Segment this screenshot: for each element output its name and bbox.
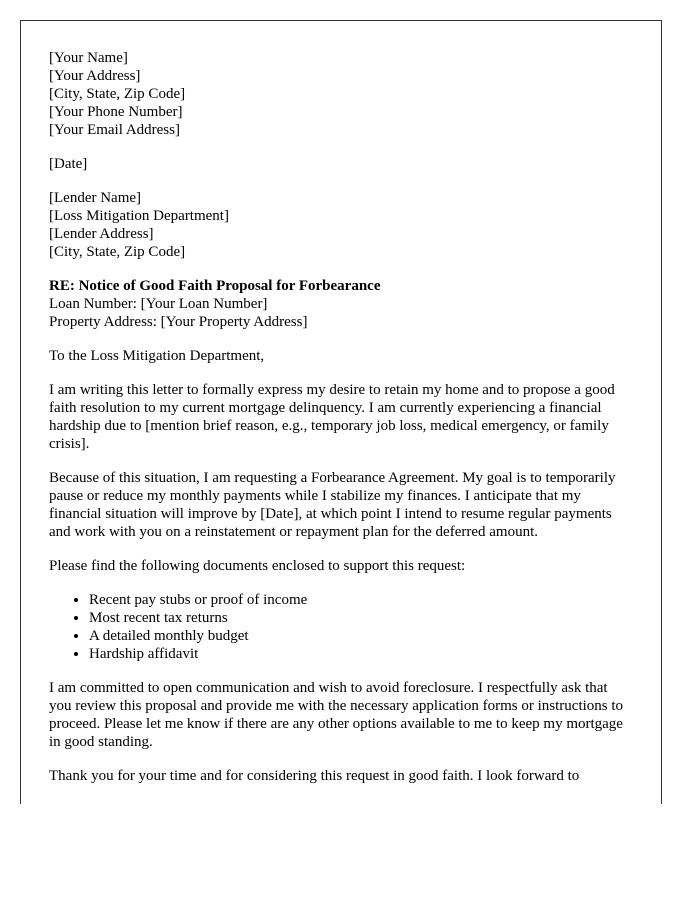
recipient-block	[49, 189, 633, 261]
sender-email: [Your Email Address]	[49, 122, 180, 138]
list-item: • Recent pay stubs or proof of income	[89, 591, 633, 609]
body-paragraph: I am committed to open communication and wish to avoid foreclosure. I respectfully ask that you review this proposal and provide me with the necessary application forms or instructions to proceed. Please let me know if there are any other options available to me to keep my mortgage in good standing.	[49, 680, 624, 750]
list-item: • A detailed monthly budget	[89, 627, 633, 645]
re-subject: RE: Notice of Good Faith Proposal for Forbearance	[49, 278, 381, 294]
lender-name: [Lender Name]	[49, 190, 142, 206]
letter-page	[20, 20, 662, 804]
salutation: To the Loss Mitigation Department,	[49, 348, 265, 364]
lender-city: [City, State, Zip Code]	[49, 244, 186, 260]
lender-address: [Lender Address]	[49, 226, 154, 242]
body-paragraph: Please find the following documents enclosed to support this request:	[49, 558, 466, 574]
loan-number: Loan Number: [Your Loan Number]	[49, 296, 268, 312]
sender-address: [Your Address]	[49, 68, 141, 84]
sender-block	[49, 49, 633, 139]
body-paragraph: I am writing this letter to formally express my desire to retain my home and to propose a good faith resolution to my current mortgage delinquency. I am currently experiencing a financial hardship due to [mention brief reason, e.g., temporary job loss, medical emergency, or family crisis].	[49, 382, 615, 452]
re-block	[49, 277, 633, 331]
lender-department: [Loss Mitigation Department]	[49, 208, 229, 224]
sender-name: [Your Name]	[49, 50, 128, 66]
sender-city: [City, State, Zip Code]	[49, 86, 186, 102]
sender-phone: [Your Phone Number]	[49, 104, 183, 120]
letter-date: [Date]	[49, 156, 88, 172]
documents-list	[49, 591, 633, 663]
list-item: • Most recent tax returns	[89, 609, 633, 627]
body-paragraph: Because of this situation, I am requesting a Forbearance Agreement. My goal is to temporarily pause or reduce my monthly payments while I stabilize my finances. I anticipate that my financial situation will improve by [Date], at which point I intend to resume regular payments and work with you on a reinstatement or repayment plan for the deferred amount.	[49, 470, 616, 540]
list-item: • Hardship affidavit	[89, 645, 633, 663]
body-paragraph: Thank you for your time and for considering this request in good faith. I look forward to	[49, 768, 580, 784]
property-address: Property Address: [Your Property Address]	[49, 314, 308, 330]
